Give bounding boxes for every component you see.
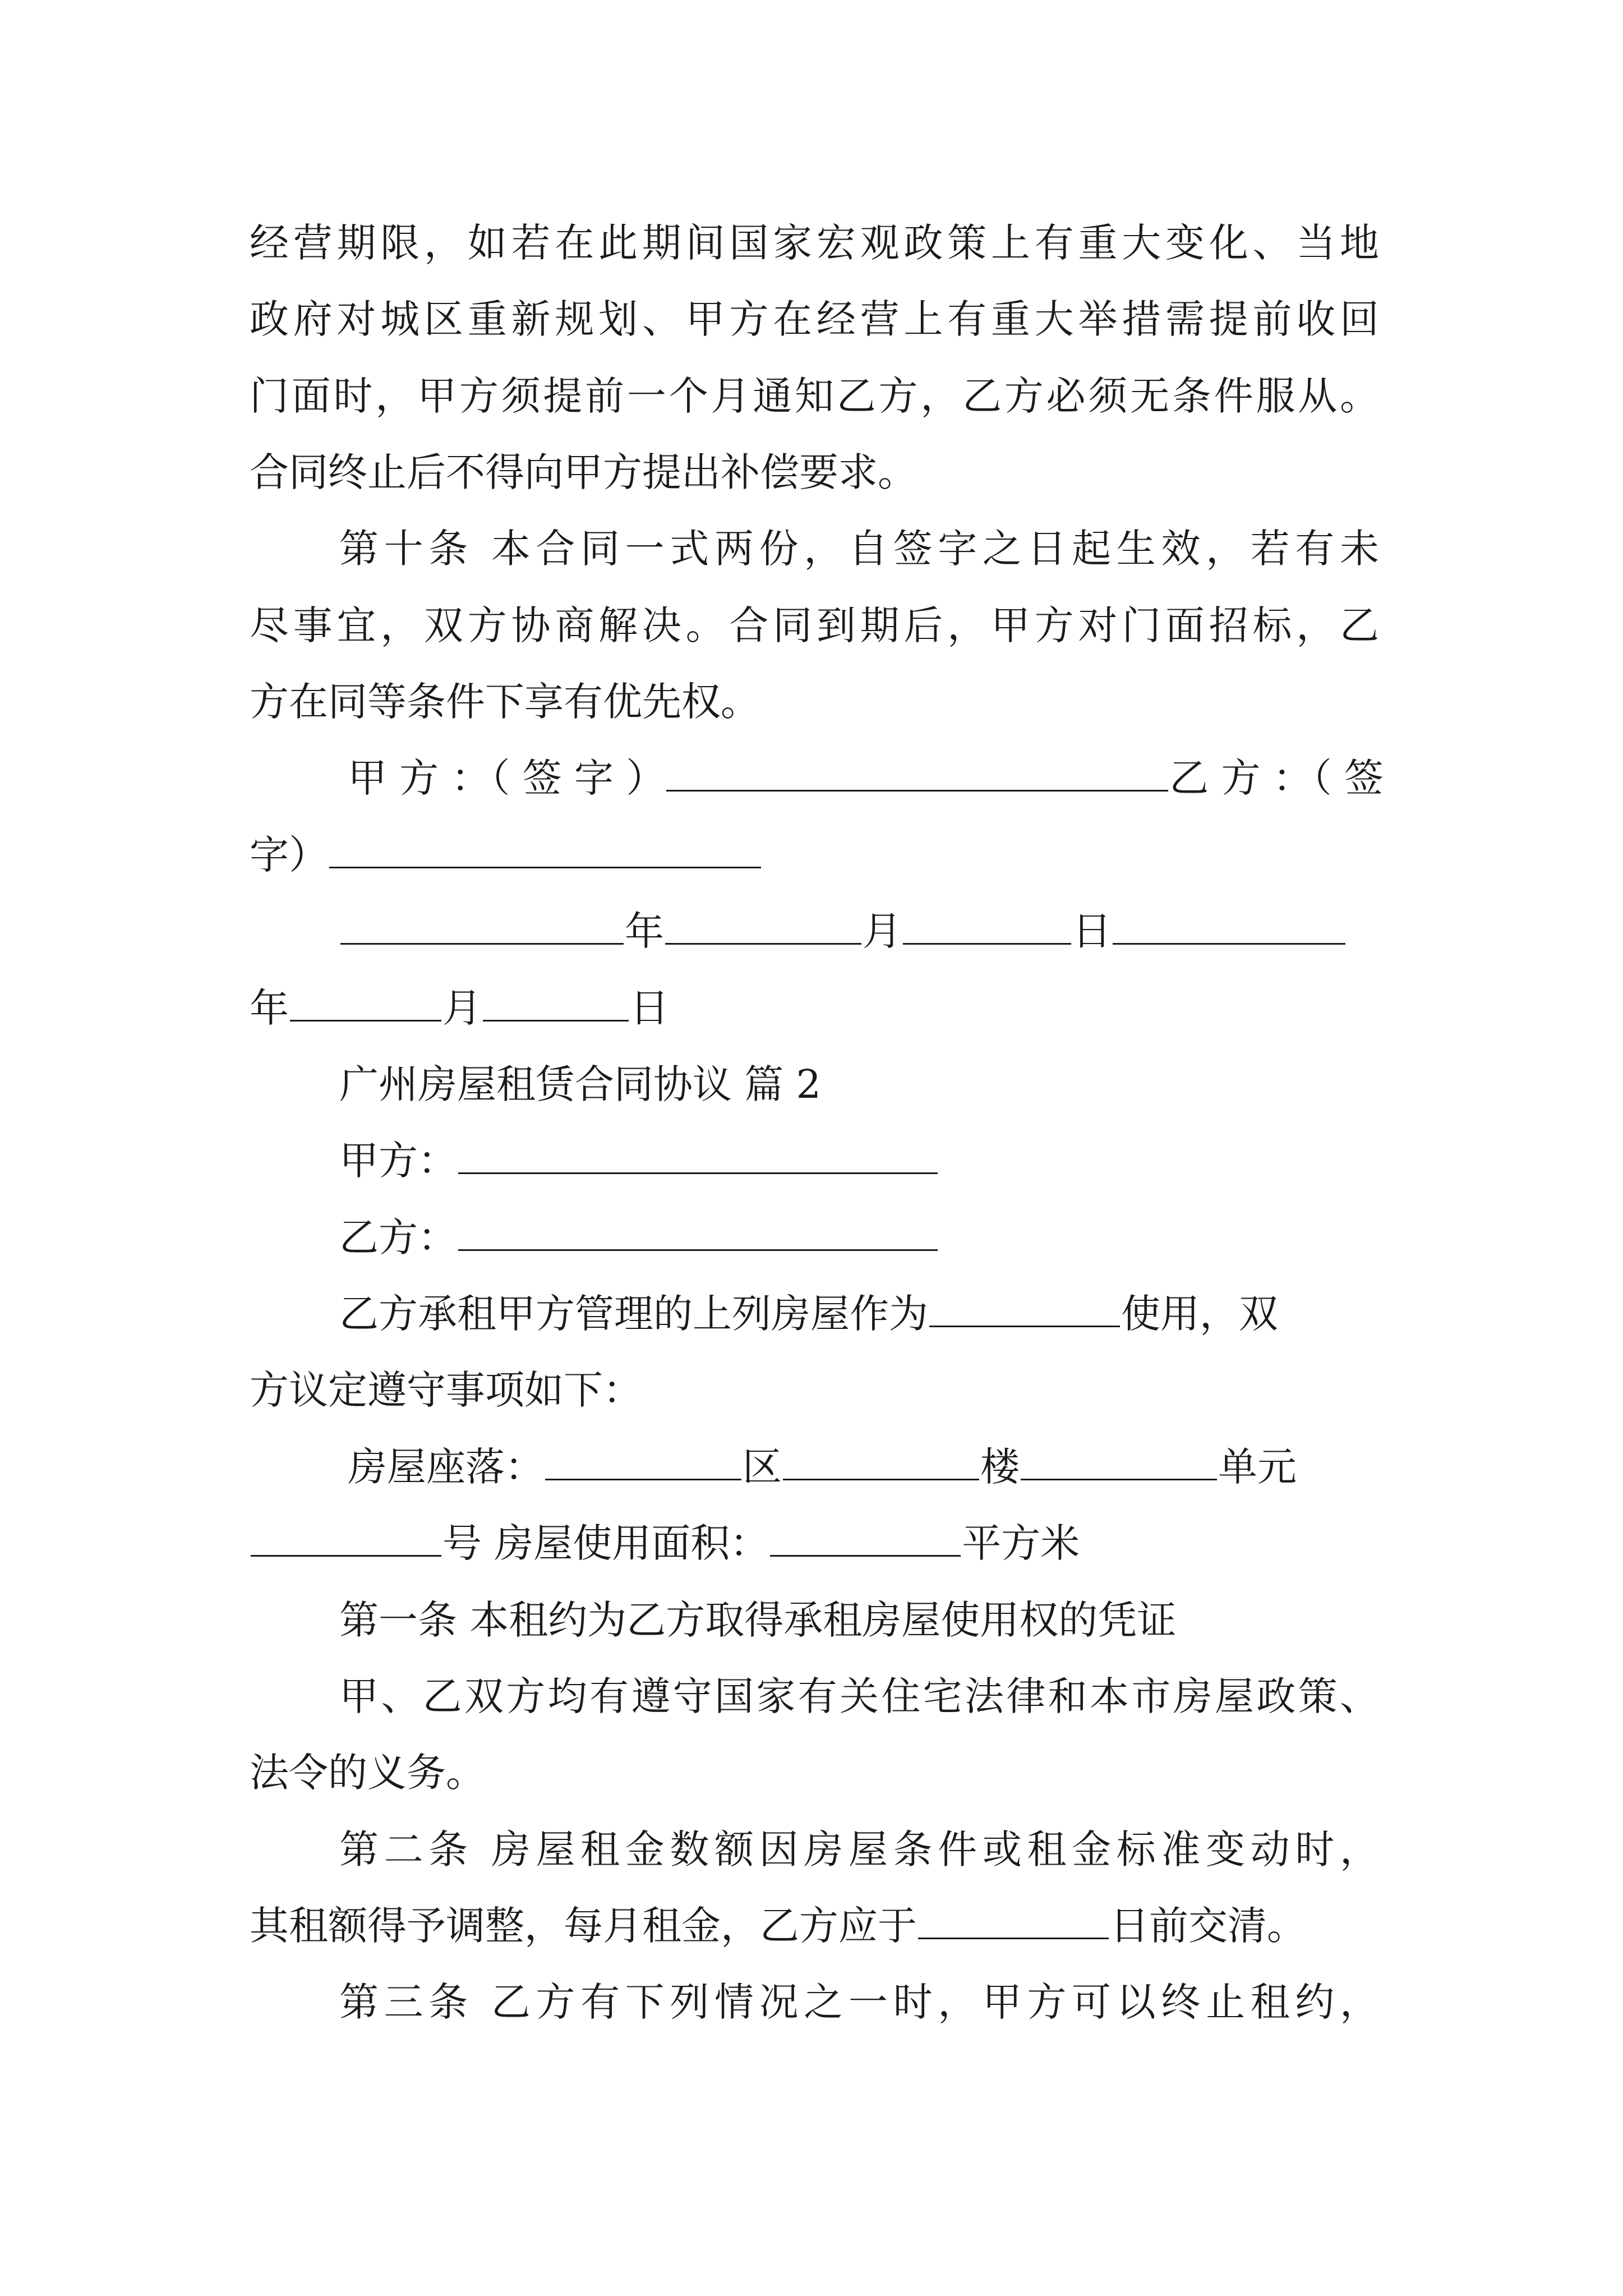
unit-label: 单元 bbox=[1218, 1444, 1297, 1490]
rent-day-blank bbox=[918, 1903, 1109, 1939]
location-label: 房屋座落： bbox=[348, 1444, 544, 1490]
date-line-2 bbox=[250, 983, 669, 1033]
rent-line bbox=[250, 1901, 1306, 1951]
article-10-heading: 第十条 本合同一式两份，自签字之日起生效，若有未 bbox=[339, 526, 1379, 572]
intro-line-2: 方议定遵守事项如下： bbox=[250, 1367, 642, 1413]
party-b-blank bbox=[458, 1214, 938, 1251]
paragraph-line: 方在同等条件下享有优先权。 bbox=[250, 679, 760, 725]
party-a-signature-label: 甲 方 ：（ 签 字 ） bbox=[348, 755, 666, 801]
paragraph-line: 门面时，甲方须提前一个月通知乙方，乙方必须无条件服从。 bbox=[250, 373, 1379, 419]
district-label: 区 bbox=[743, 1444, 782, 1490]
signature-blank bbox=[329, 832, 761, 868]
article-3: 第三条 乙方有下列情况之一时，甲方可以终止租约， bbox=[339, 1979, 1379, 2025]
intro-line-1 bbox=[339, 1289, 1278, 1339]
party-b-signature-label-cont: 字） bbox=[250, 832, 328, 878]
month-label: 月 bbox=[863, 908, 902, 954]
paragraph-line: 政府对城区重新规划、甲方在经营上有重大举措需提前收回 bbox=[250, 296, 1379, 342]
year-label: 年 bbox=[625, 908, 664, 954]
number-blank bbox=[251, 1520, 441, 1557]
area-unit-label: 平方米 bbox=[962, 1520, 1080, 1566]
district-blank bbox=[545, 1444, 741, 1480]
month-label: 月 bbox=[442, 985, 482, 1031]
unit-blank bbox=[1021, 1444, 1217, 1480]
year-blank bbox=[340, 908, 624, 945]
signature-line-2 bbox=[250, 830, 762, 880]
month-blank bbox=[665, 908, 861, 945]
paragraph-line: 甲、乙双方均有遵守国家有关住宅法律和本市房屋政策、 bbox=[339, 1673, 1379, 1719]
area-line bbox=[250, 1518, 1080, 1568]
party-a-blank bbox=[458, 1138, 938, 1174]
area-label: 房屋使用面积： bbox=[494, 1520, 769, 1566]
location-line bbox=[348, 1442, 1297, 1492]
party-b-signature-label: 乙 方 ：（ 签 bbox=[1169, 755, 1384, 801]
month-blank bbox=[290, 985, 441, 1022]
day-label: 日 bbox=[630, 985, 669, 1031]
rent-text: 其租额得予调整，每月租金，乙方应于 bbox=[250, 1903, 917, 1949]
party-a-label: 甲方： bbox=[339, 1138, 457, 1184]
day-blank bbox=[483, 985, 629, 1022]
day-label: 日 bbox=[1072, 908, 1112, 954]
date-line-1 bbox=[339, 906, 1347, 956]
paragraph-line: 经营期限，如若在此期间国家宏观政策上有重大变化、当地 bbox=[250, 220, 1379, 266]
rent-text: 日前交清。 bbox=[1110, 1903, 1306, 1949]
area-blank bbox=[770, 1520, 961, 1557]
intro-text: 使用，双 bbox=[1121, 1291, 1278, 1337]
number-label: 号 bbox=[442, 1520, 482, 1566]
year-blank bbox=[1113, 908, 1345, 945]
signature-line-1 bbox=[348, 753, 1384, 803]
party-a-line bbox=[339, 1135, 939, 1186]
usage-blank bbox=[929, 1291, 1120, 1327]
building-label: 楼 bbox=[980, 1444, 1020, 1490]
building-blank bbox=[783, 1444, 979, 1480]
party-b-label: 乙方： bbox=[339, 1214, 457, 1260]
paragraph-line: 尽事宜，双方协商解决。合同到期后，甲方对门面招标，乙 bbox=[250, 602, 1379, 648]
section-title: 广州房屋租赁合同协议 篇 2 bbox=[339, 1061, 822, 1107]
year-label: 年 bbox=[250, 985, 289, 1031]
article-2: 第二条 房屋租金数额因房屋条件或租金标准变动时， bbox=[339, 1826, 1379, 1872]
day-blank bbox=[903, 908, 1071, 945]
signature-blank bbox=[666, 755, 1168, 792]
intro-text: 乙方承租甲方管理的上列房屋作为 bbox=[339, 1291, 928, 1337]
article-1: 第一条 本租约为乙方取得承租房屋使用权的凭证 bbox=[339, 1597, 1177, 1643]
paragraph-line: 法令的义务。 bbox=[250, 1750, 485, 1796]
paragraph-line: 合同终止后不得向甲方提出补偿要求。 bbox=[250, 449, 917, 495]
party-b-line bbox=[339, 1212, 939, 1263]
